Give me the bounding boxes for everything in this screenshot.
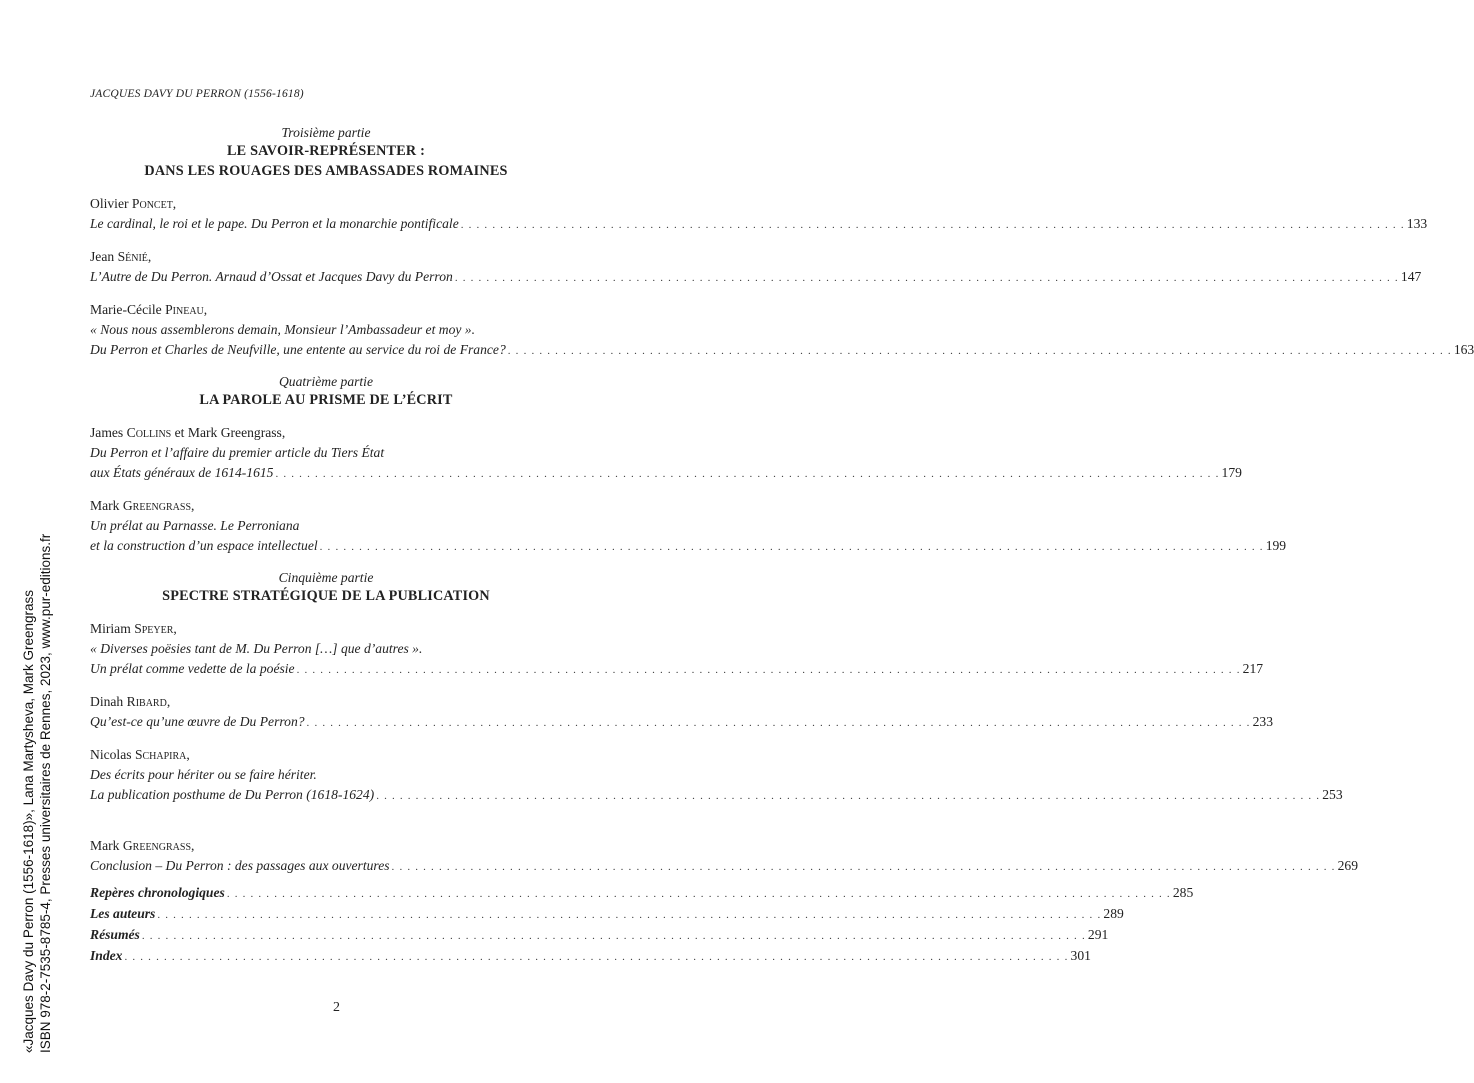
part-heading — [90, 124, 562, 181]
part-title: DANS LES ROUAGES DES AMBASSADES ROMAINES — [144, 163, 508, 179]
entry-title: Un prélat comme vedette de la poésie — [90, 661, 295, 676]
entry-title: Résumés — [90, 927, 140, 942]
author-tail: , — [191, 838, 195, 853]
author-surname: Collins — [126, 425, 172, 440]
dot-leader: . . . . . . . . . . . . . . . . . . . . . . . . . . . . . . . . . . . . . . . . . . . . . . . . . . . . . . . . . . . . . . . . . . . . . . . . . . . . . . . . . . . . . . . . . . . . . . . . . . . . . . . . . . . . . . . . . . . . . . . . — [306, 717, 1251, 729]
table-of-contents — [90, 124, 1474, 967]
dot-leader: . . . . . . . . . . . . . . . . . . . . . . . . . . . . . . . . . . . . . . . . . . . . . . . . . . . . . . . . . . . . . . . . . . . . . . . . . . . . . . . . . . . . . . . . . . . . . . . . . . . . . . . . . . . . . . . . . . . . . . . . — [319, 541, 1264, 553]
entry-title: Index — [90, 948, 123, 963]
dot-leader: . . . . . . . . . . . . . . . . . . . . . . . . . . . . . . . . . . . . . . . . . . . . . . . . . . . . . . . . . . . . . . . . . . . . . . . . . . . . . . . . . . . . . . . . . . . . . . . . . . . . . . . . . . . . . . . . . . . . . . . . — [454, 272, 1399, 284]
author-surname: Poncet — [131, 196, 173, 211]
page-ref: 179 — [1221, 465, 1242, 480]
author-line — [90, 836, 562, 856]
toc-line — [90, 946, 1091, 967]
toc-entry — [90, 300, 1474, 361]
toc-line — [90, 904, 1124, 925]
entry-title-line: Un prélat au Parnasse. Le Perroniana — [90, 518, 300, 533]
author-tail: , — [166, 694, 171, 709]
toc-line — [90, 785, 1343, 806]
author-tail: , — [147, 249, 152, 264]
author-line — [90, 300, 562, 320]
author-surname: Schapira — [134, 747, 187, 762]
author-tail: , — [172, 196, 177, 211]
dot-leader: . . . . . . . . . . . . . . . . . . . . . . . . . . . . . . . . . . . . . . . . . . . . . . . . . . . . . . . . . . . . . . . . . . . . . . . . . . . . . . . . . . . . . . . . . . . . . . . . . . . . . . . . . . . . . . . . . . . . . . . . — [157, 909, 1102, 921]
dot-leader: . . . . . . . . . . . . . . . . . . . . . . . . . . . . . . . . . . . . . . . . . . . . . . . . . . . . . . . . . . . . . . . . . . . . . . . . . . . . . . . . . . . . . . . . . . . . . . . . . . . . . . . . . . . . . . . . . . . . . . . . — [391, 861, 1336, 873]
part-label: Quatrième partie — [278, 374, 373, 389]
page-ref: 289 — [1103, 906, 1124, 921]
author-surname: Sénié — [117, 249, 148, 264]
toc-entry — [90, 619, 1264, 680]
author-surname: Pineau — [165, 302, 204, 317]
part-title: LE SAVOIR-REPRÉSENTER : — [227, 143, 425, 159]
entry-title: Repères chronologiques — [90, 885, 225, 900]
toc-line — [90, 883, 1194, 904]
part-label: Cinquième partie — [278, 570, 374, 585]
author-line — [90, 247, 562, 267]
entry-title: et la construction d’un espace intellectuel — [90, 538, 318, 553]
author-line — [90, 496, 562, 516]
page-ref: 133 — [1406, 216, 1428, 231]
dot-leader: . . . . . . . . . . . . . . . . . . . . . . . . . . . . . . . . . . . . . . . . . . . . . . . . . . . . . . . . . . . . . . . . . . . . . . . . . . . . . . . . . . . . . . . . . . . . . . . . . . . . . . . . . . . . . . . . . . . . . . . . — [296, 664, 1241, 676]
entry-title: Du Perron et Charles de Neufville, une entente au service du roi de France? — [90, 342, 506, 357]
entry-title: Qu’est-ce qu’une œuvre de Du Perron? — [90, 714, 305, 729]
author-line — [90, 692, 562, 712]
entry-title-line: « Diverses poësies tant de M. Du Perron […] que d’autres ». — [90, 641, 423, 656]
page-ref: 199 — [1265, 538, 1287, 553]
dot-leader: . . . . . . . . . . . . . . . . . . . . . . . . . . . . . . . . . . . . . . . . . . . . . . . . . . . . . . . . . . . . . . . . . . . . . . . . . . . . . . . . . . . . . . . . . . . . . . . . . . . . . . . . . . . . . . . . . . . . . . . . — [507, 345, 1452, 357]
entry-title: L’Autre de Du Perron. Arnaud d’Ossat et Jacques Davy du Perron — [90, 269, 453, 284]
dot-leader: . . . . . . . . . . . . . . . . . . . . . . . . . . . . . . . . . . . . . . . . . . . . . . . . . . . . . . . . . . . . . . . . . . . . . . . . . . . . . . . . . . . . . . . . . . . . . . . . . . . . . . . . . . . . . . . . . . . . . . . . — [141, 930, 1086, 942]
author-surname: Speyer — [134, 621, 174, 636]
author-name: Mark — [90, 498, 123, 513]
toc-line — [90, 463, 1242, 484]
toc-line — [90, 712, 1273, 733]
side-credit — [20, 534, 54, 1053]
entry-title-line: Des écrits pour hériter ou se faire hériter. — [90, 767, 317, 782]
entry-title: Les auteurs — [90, 906, 156, 921]
dot-leader: . . . . . . . . . . . . . . . . . . . . . . . . . . . . . . . . . . . . . . . . . . . . . . . . . . . . . . . . . . . . . . . . . . . . . . . . . . . . . . . . . . . . . . . . . . . . . . . . . . . . . . . . . . . . . . . . . . . . . . . . — [275, 468, 1220, 480]
page-number: 2 — [333, 1000, 340, 1015]
page-ref: 285 — [1172, 885, 1194, 900]
side-credit-line: ISBN 978-2-7535-8785-4, Presses universitaires de Rennes, 2023, www.pur-editions.fr — [38, 533, 53, 1053]
author-name: Marie-Cécile — [90, 302, 166, 317]
dot-leader: . . . . . . . . . . . . . . . . . . . . . . . . . . . . . . . . . . . . . . . . . . . . . . . . . . . . . . . . . . . . . . . . . . . . . . . . . . . . . . . . . . . . . . . . . . . . . . . . . . . . . . . . . . . . . . . . . . . . . . . . — [376, 790, 1321, 802]
toc-entry — [90, 496, 1287, 557]
author-name: Miriam — [90, 621, 135, 636]
toc-line — [90, 340, 1474, 361]
toc-line — [90, 659, 1264, 680]
author-surname: Greengrass — [122, 838, 192, 853]
author-name: Jean — [90, 249, 118, 264]
toc-line — [90, 536, 1287, 557]
toc-entry — [90, 692, 1273, 733]
author-line — [90, 619, 562, 639]
conclusion-entry — [90, 836, 1358, 877]
author-name: Nicolas — [90, 747, 135, 762]
side-credit-line: «Jacques Davy du Perron (1556-1618)», Lana Martysheva, Mark Greengrass — [21, 590, 36, 1053]
author-surname: Ribard — [126, 694, 167, 709]
toc-entry — [90, 745, 1343, 806]
part-heading — [90, 373, 562, 410]
dot-leader: . . . . . . . . . . . . . . . . . . . . . . . . . . . . . . . . . . . . . . . . . . . . . . . . . . . . . . . . . . . . . . . . . . . . . . . . . . . . . . . . . . . . . . . . . . . . . . . . . . . . . . . . . . . . . . . . . . . . . . . . — [124, 951, 1069, 963]
page-ref: 217 — [1242, 661, 1264, 676]
toc-line — [90, 267, 1422, 288]
entry-title-line: « Nous nous assemblerons demain, Monsieur l’Ambassadeur et moy ». — [90, 322, 476, 337]
entry-title-line: Du Perron et l’affaire du premier article du Tiers État — [90, 445, 385, 460]
author-line — [90, 745, 562, 765]
part-title: SPECTRE STRATÉGIQUE DE LA PUBLICATION — [162, 588, 490, 604]
part-heading — [90, 569, 562, 606]
author-line — [90, 423, 562, 443]
toc-line — [90, 925, 1109, 946]
entry-title: aux États généraux de 1614-1615 — [90, 465, 274, 480]
author-name: Mark — [90, 838, 123, 853]
entry-title: Conclusion – Du Perron : des passages aux ouvertures — [90, 858, 390, 873]
author-tail: , — [186, 747, 190, 762]
author-tail: , — [173, 621, 177, 636]
author-tail: , — [191, 498, 195, 513]
page-ref: 269 — [1337, 858, 1358, 873]
toc-entry — [90, 247, 1422, 288]
part-label: Troisième partie — [281, 125, 371, 140]
page-ref: 147 — [1400, 269, 1422, 284]
back-matter — [90, 883, 1194, 967]
dot-leader: . . . . . . . . . . . . . . . . . . . . . . . . . . . . . . . . . . . . . . . . . . . . . . . . . . . . . . . . . . . . . . . . . . . . . . . . . . . . . . . . . . . . . . . . . . . . . . . . . . . . . . . . . . . . . . . . . . . . . . . . — [460, 219, 1405, 231]
toc-line — [90, 856, 1358, 877]
entry-title: La publication posthume de Du Perron (1618-1624) — [90, 787, 375, 802]
entry-title: Le cardinal, le roi et le pape. Du Perron et la monarchie pontificale — [90, 216, 459, 231]
author-name: James — [90, 425, 127, 440]
part-title: LA PAROLE AU PRISME DE L’ÉCRIT — [199, 392, 453, 408]
author-tail: et Mark Greengrass, — [171, 425, 286, 440]
page-ref: 163 — [1453, 342, 1474, 357]
page-ref: 291 — [1087, 927, 1109, 942]
author-name: Dinah — [90, 694, 127, 709]
page-ref: 233 — [1252, 714, 1273, 729]
page-ref: 253 — [1322, 787, 1343, 802]
toc-line — [90, 214, 1428, 235]
author-name: Olivier — [90, 196, 132, 211]
page-ref: 301 — [1070, 948, 1091, 963]
toc-entry — [90, 423, 1242, 484]
toc-entry — [90, 194, 1428, 235]
author-surname: Greengrass — [122, 498, 192, 513]
dot-leader: . . . . . . . . . . . . . . . . . . . . . . . . . . . . . . . . . . . . . . . . . . . . . . . . . . . . . . . . . . . . . . . . . . . . . . . . . . . . . . . . . . . . . . . . . . . . . . . . . . . . . . . . . . . . . . . . . . . . . . . . — [226, 888, 1171, 900]
running-head: JACQUES DAVY DU PERRON (1556-1618) — [90, 88, 304, 100]
author-line — [90, 194, 562, 214]
author-tail: , — [203, 302, 208, 317]
